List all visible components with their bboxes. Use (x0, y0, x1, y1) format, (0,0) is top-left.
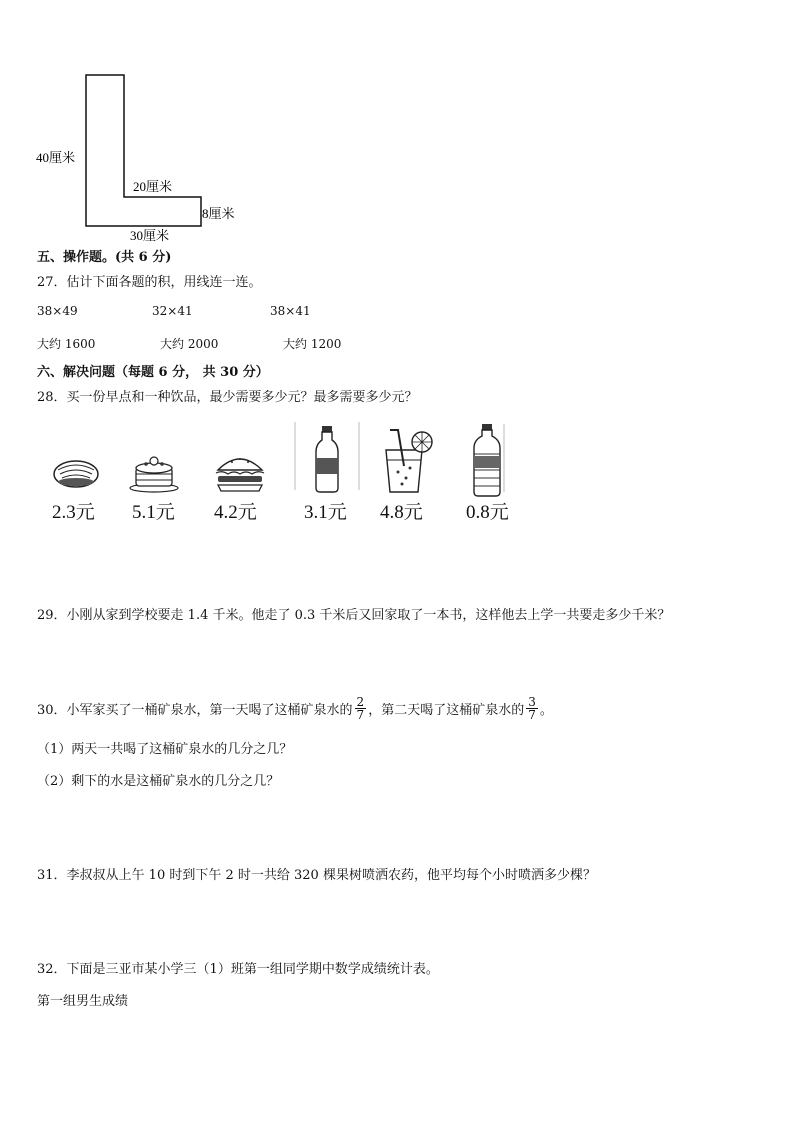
answer-3: 大约 1200 (283, 337, 342, 351)
q30-fraction-2-num: 3 (528, 695, 536, 709)
q30-sub2: （2）剩下的水是这桶矿泉水的几分之几？ (37, 774, 280, 789)
juice-glass-icon (376, 426, 436, 496)
expr-1: 38×49 (37, 304, 78, 318)
q30-fraction-1 (355, 696, 367, 721)
q28-text: 28．买一份早点和一种饮品，最少需要多少元？最多需要多少元？ (37, 390, 418, 405)
q27-text: 27．估计下面各题的积，用线连一连。 (37, 275, 262, 290)
l-shape-outline (86, 75, 201, 226)
bread-icon (50, 452, 102, 492)
price-hamburger: 4.2元 (214, 502, 257, 523)
label-left: 40厘米 (36, 150, 76, 165)
answer-2: 大约 2000 (160, 337, 219, 351)
q30-text (37, 697, 553, 725)
q30-fraction-2-den: 7 (528, 708, 536, 722)
price-cake: 5.1元 (132, 502, 175, 523)
q32-text: 32．下面是三亚市某小学三（1）班第一组同学期中数学成绩统计表。 (37, 962, 439, 977)
section5-title: 五、操作题。(共 6 分) (37, 250, 172, 265)
q30-part3: 。 (539, 703, 553, 718)
q30-fraction-1-den: 7 (356, 708, 365, 722)
q30-fraction-2 (526, 696, 538, 721)
section6-title: 六、解决问题（每题 6 分， 共 30 分） (37, 365, 269, 380)
l-shape-figure (30, 70, 250, 245)
label-bottom: 30厘米 (130, 228, 170, 243)
water-bottle-icon (468, 422, 508, 498)
answer-1: 大约 1600 (37, 337, 96, 351)
expr-3: 38×41 (270, 304, 311, 318)
label-right: 8厘米 (202, 206, 235, 221)
expr-2: 32×41 (152, 304, 193, 318)
q29-text: 29．小刚从家到学校要走 1.4 千米。他走了 0.3 千米后又回家取了一本书，这样他去上学一共要走多少千米？ (37, 608, 671, 623)
q30-part1: 30．小军家买了一桶矿泉水，第一天喝了这桶矿泉水的 (37, 703, 353, 718)
price-soda: 3.1元 (304, 502, 347, 523)
q31-text: 31．李叔叔从上午 10 时到下午 2 时一共给 320 棵果树喷洒农药，他平均每个小时喷洒多少棵？ (37, 868, 596, 883)
cake-icon (128, 450, 180, 494)
price-juice: 4.8元 (380, 502, 423, 523)
q30-fraction-1-num: 2 (356, 695, 365, 709)
label-inner: 20厘米 (133, 179, 173, 194)
price-water: 0.8元 (466, 502, 509, 523)
hamburger-icon (212, 450, 268, 494)
q32-subtitle: 第一组男生成绩 (37, 994, 129, 1009)
q30-sub1: （1）两天一共喝了这桶矿泉水的几分之几？ (37, 742, 293, 757)
q30-part2: ，第二天喝了这桶矿泉水的 (368, 703, 525, 718)
price-bread: 2.3元 (52, 502, 95, 523)
